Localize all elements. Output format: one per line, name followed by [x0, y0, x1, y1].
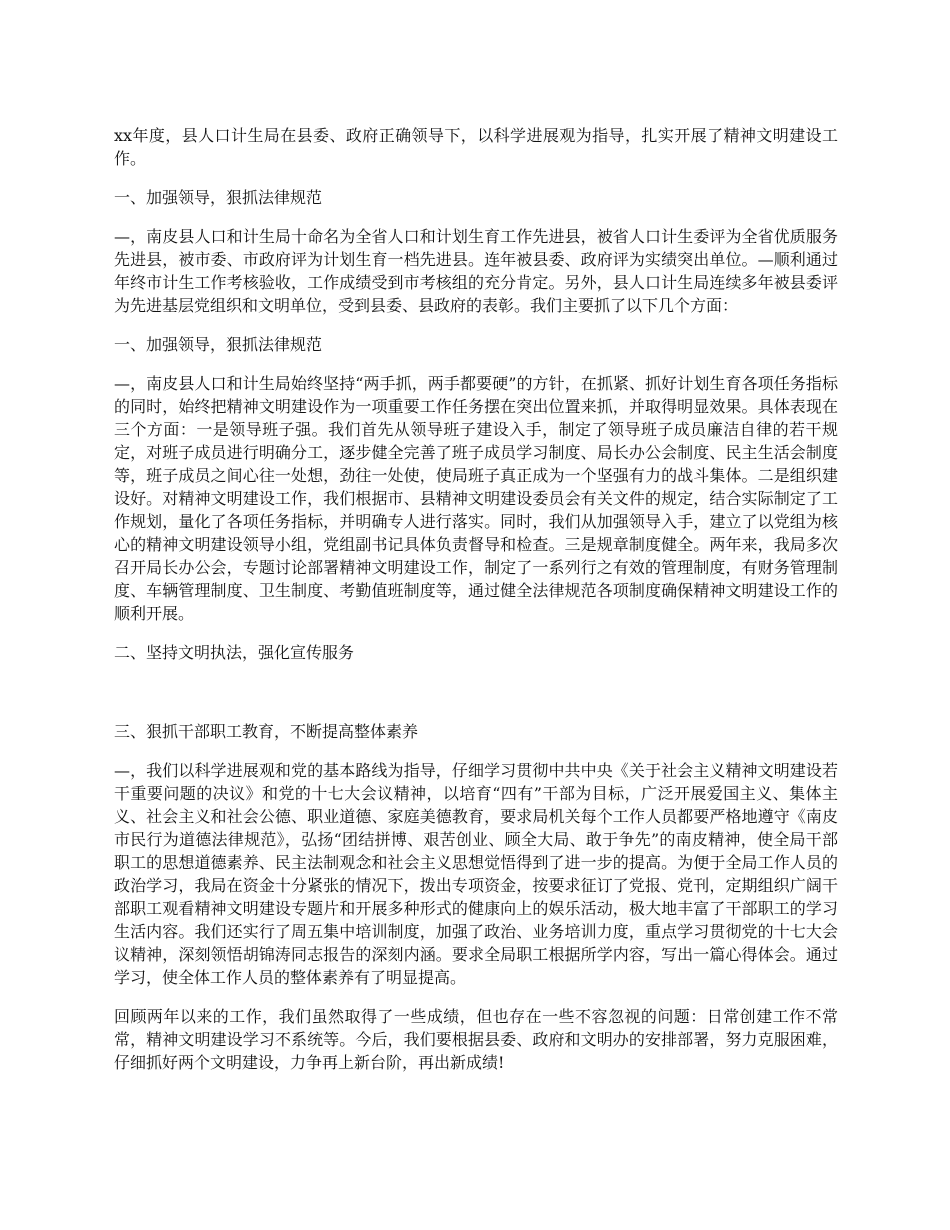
paragraph-3: —，我们以科学进展观和党的基本路线为指导，仔细学习贯彻中共中央《关于社会主义精神文明建设若干重要问题的决议》和党的十七大会议精神，以培育“四有”干部为目标，广泛开展爱国主义、集体主义、社会主义和社会公德、职业道德、家庭美德教育，要求局机关每个工作人员都要严格地遵守《南皮市民行为道德法律规范》，弘扬“团结拼博、艰苦创业、顾全大局、敢于争先”的南皮精神，使全局干部职工的思想道德素养、民主法制观念和社会主义思想觉悟得到了进一步的提高。为便于全局工作人员的政治学习，我局在资金十分紧张的情况下，拨出专项资金，按要求征订了党报、党刊，定期组织广阔干部职工观看精神文明建设专题片和开展多种形式的健康向上的娱乐活动，极大地丰富了干部职工的学习生活内容。我们还实行了周五集中培训制度，加强了政治、业务培训力度，重点学习贯彻党的十七大会议精神，深刻领悟胡锦涛同志报告的深刻内涵。要求全局职工根据所学内容，写出一篇心得体会。通过学习，使全体工作人员的整体素养有了明显提高。 — [114, 761, 838, 987]
section-heading-2: 一、加强领导，狠抓法律规范 — [114, 335, 323, 354]
section-heading-3: 二、坚持文明执法，强化宣传服务 — [114, 643, 355, 662]
section-heading-1: 一、加强领导，狠抓法律规范 — [114, 188, 323, 207]
intro-paragraph: xx年度，县人口计生局在县委、政府正确领导下，以科学进展观为指导，扎实开展了精神文明建设工作。 — [114, 126, 838, 168]
document-body — [114, 124, 838, 1090]
paragraph-1: —，南皮县人口和计生局十命名为全省人口和计划生育工作先进县，被省人口计生委评为全省优质服务先进县，被市委、市政府评为计划生育一档先进县。连年被县委、政府评为实绩突出单位。—顺利通过年终市计生工作考核验收，工作成绩受到市考核组的充分肯定。另外，县人口计生局连续多年被县委评为先进基层党组织和文明单位，受到县委、县政府的表彰。我们主要抓了以下几个方面： — [114, 227, 838, 315]
blank-space — [114, 680, 838, 720]
paragraph-2: —，南皮县人口和计生局始终坚持“两手抓，两手都要硬”的方针，在抓紧、抓好计划生育各项任务指标的同时，始终把精神文明建设作为一项重要工作任务摆在突出位置来抓，并取得明显效果。具体表现在三个方面：一是领导班子强。我们首先从领导班子建设入手，制定了领导班子成员廉洁自律的若干规定，对班子成员进行明确分工，逐步健全完善了班子成员学习制度、局长办公会制度、民主生活会制度等，班子成员之间心往一处想，劲往一处使，使局班子真正成为一个坚强有力的战斗集体。二是组织建设好。对精神文明建设工作，我们根据市、县精神文明建设委员会有关文件的规定，结合实际制定了工作规划，量化了各项任务指标，并明确专人进行落实。同时，我们从加强领导入手，建立了以党组为核心的精神文明建设领导小组，党组副书记具体负责督导和检查。三是规章制度健全。两年来，我局多次召开局长办公会，专题讨论部署精神文明建设工作，制定了一系列行之有效的管理制度，有财务管理制度、车辆管理制度、卫生制度、考勤值班制度等，通过健全法律规范各项制度确保精神文明建设工作的顺利开展。 — [114, 374, 838, 623]
section-heading-4: 三、狠抓干部职工教育，不断提高整体素养 — [114, 722, 419, 741]
paragraph-4: 回顾两年以来的工作，我们虽然取得了一些成绩，但也存在一些不容忽视的问题：日常创建工作不常常，精神文明建设学习不系统等。今后，我们要根据县委、政府和文明办的安排部署，努力克服困难，仔细抓好两个文明建设，力争再上新台阶，再出新成绩! — [114, 1007, 838, 1072]
